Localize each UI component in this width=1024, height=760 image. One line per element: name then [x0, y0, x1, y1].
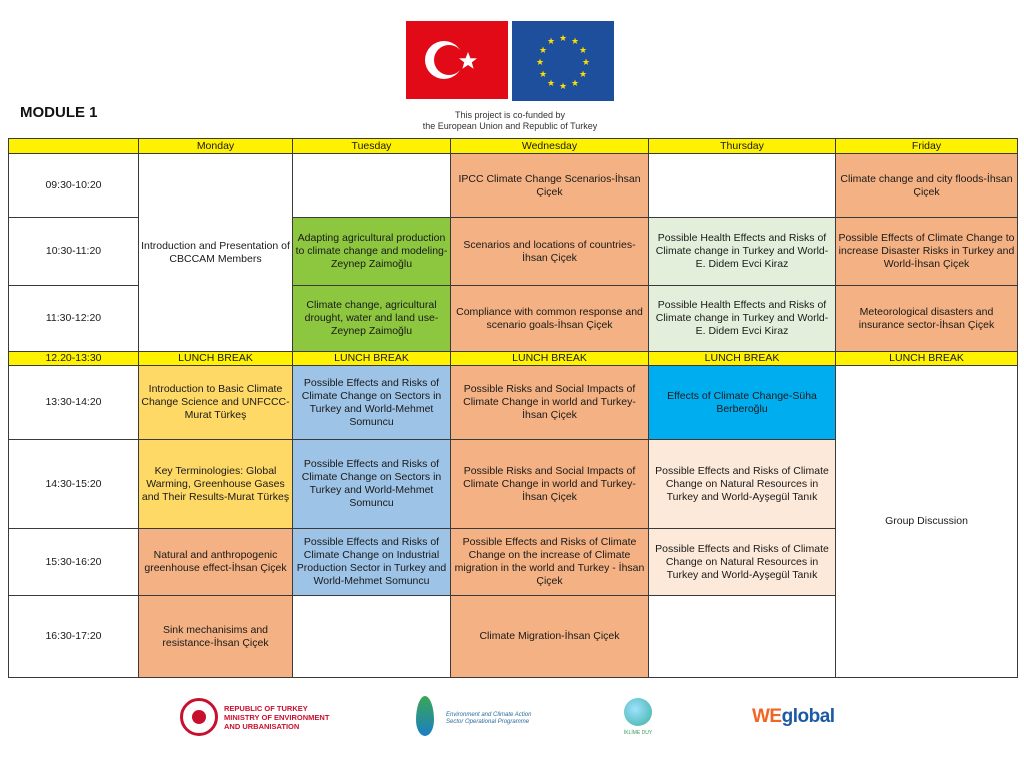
ministry-logo-text — [224, 704, 334, 731]
time-cell: 11:30-12:20 — [9, 286, 139, 352]
weglobal-logo — [752, 706, 835, 730]
ministry-line-1: REPUBLIC OF TURKEY — [224, 704, 308, 713]
weglobal-global: global — [781, 706, 835, 727]
session-cell: Effects of Climate Change-Süha Berberoğlu — [649, 366, 836, 440]
ministry-seal-icon — [180, 698, 218, 736]
eu-flag — [512, 21, 614, 101]
session-cell: Possible Effects and Risks of Climate Change on Sectors in Turkey and World-Mehmet Somuncu — [293, 366, 451, 440]
session-cell: Natural and anthropogenic greenhouse effect-İhsan Çiçek — [139, 529, 293, 596]
ecap-line-2: Sector Operational Programme — [446, 719, 530, 725]
cofund-line-1: This project is co-funded by — [454, 110, 566, 120]
empty-cell — [649, 596, 836, 678]
time-cell: 09:30-10:20 — [9, 154, 139, 218]
session-cell: Possible Effects of Climate Change to increase Disaster Risks in Turkey and World-İhsan Çiçek — [836, 218, 1018, 286]
svg-text:★: ★ — [578, 70, 588, 80]
session-cell: Possible Effects and Risks of Climate Change on Sectors in Turkey and World-Mehmet Somuncu — [293, 440, 451, 529]
cofund-line-2: the European Union and Republic of Turkey — [422, 121, 598, 131]
svg-text:★: ★ — [538, 46, 548, 56]
svg-text:★: ★ — [578, 46, 588, 56]
lunch-break-label: LUNCH BREAK — [836, 352, 1018, 366]
session-cell: Possible Effects and Risks of Climate Change on Industrial Production Sector in Turkey and World-Mehmet Somuncu — [293, 529, 451, 596]
module-title: MODULE 1 — [20, 104, 98, 121]
session-cell: Climate change and city floods-İhsan Çiçek — [836, 154, 1018, 218]
session-cell: Meteorological disasters and insurance sector-İhsan Çiçek — [836, 286, 1018, 352]
cofund-statement — [380, 110, 640, 132]
session-cell: Climate change, agricultural drought, water and land use-Zeynep Zaimoğlu — [293, 286, 451, 352]
session-cell: Scenarios and locations of countries-İhsan Çiçek — [451, 218, 649, 286]
ministry-logo — [180, 692, 330, 744]
svg-text:★: ★ — [570, 37, 580, 47]
ministry-line-2: MINISTRY OF ENVIRONMENT — [224, 713, 330, 722]
day-header-wednesday: Wednesday — [451, 139, 649, 154]
session-cell: Possible Health Effects and Risks of Climate change in Turkey and World-E. Didem Evci Kiraz — [649, 286, 836, 352]
svg-text:★: ★ — [558, 82, 568, 92]
svg-text:★: ★ — [558, 34, 568, 44]
ecap-line-1: Environment and Climate Action — [446, 712, 532, 718]
lunch-break-label: LUNCH BREAK — [293, 352, 451, 366]
lunch-break-label: LUNCH BREAK — [139, 352, 293, 366]
svg-text:★: ★ — [538, 70, 548, 80]
session-cell: Compliance with common response and scenario goals-İhsan Çiçek — [451, 286, 649, 352]
leaf-drop-icon — [416, 696, 434, 736]
empty-cell — [649, 154, 836, 218]
time-cell: 14:30-15:20 — [9, 440, 139, 529]
day-header-row — [9, 139, 1018, 154]
eu-stars-icon — [512, 21, 614, 101]
session-cell: Introduction to Basic Climate Change Science and UNFCCC-Murat Türkeş — [139, 366, 293, 440]
day-header-thursday: Thursday — [649, 139, 836, 154]
time-cell: 10:30-11:20 — [9, 218, 139, 286]
turkey-flag — [406, 21, 508, 99]
globe-icon — [624, 698, 652, 726]
empty-cell — [293, 596, 451, 678]
svg-text:★: ★ — [581, 58, 591, 68]
co-funding-flags — [406, 21, 614, 101]
lunch-row — [9, 352, 1018, 366]
session-cell: Introduction and Presentation of CBCCAM Members — [139, 154, 293, 352]
svg-text:★: ★ — [570, 79, 580, 89]
lunch-break-label: LUNCH BREAK — [451, 352, 649, 366]
ecap-logo-text — [446, 712, 536, 726]
session-cell: Possible Effects and Risks of Climate Change on Natural Resources in Turkey and World-Ayşegül Tanık — [649, 440, 836, 529]
session-cell: Climate Migration-İhsan Çiçek — [451, 596, 649, 678]
iklime-duy-logo — [620, 692, 660, 744]
session-cell: Adapting agricultural production to climate change and modeling-Zeynep Zaimoğlu — [293, 218, 451, 286]
session-cell: Group Discussion — [836, 366, 1018, 678]
session-cell: Possible Risks and Social Impacts of Climate Change in world and Turkey-İhsan Çiçek — [451, 440, 649, 529]
crescent-star-icon — [406, 21, 508, 99]
svg-text:★: ★ — [546, 37, 556, 47]
lunch-break-label: LUNCH BREAK — [649, 352, 836, 366]
session-cell: Key Terminologies: Global Warming, Greenhouse Gases and Their Results-Murat Türkeş — [139, 440, 293, 529]
ministry-line-3: AND URBANISATION — [224, 722, 300, 731]
session-cell: IPCC Climate Change Scenarios-İhsan Çiçek — [451, 154, 649, 218]
svg-text:★: ★ — [535, 58, 545, 68]
schedule-table — [8, 138, 1018, 678]
session-cell: Possible Effects and Risks of Climate Change on Natural Resources in Turkey and World-Ayşegül Tanık — [649, 529, 836, 596]
session-cell: Possible Effects and Risks of Climate Change on the increase of Climate migration in the world and Turkey - İhsan Çiçek — [451, 529, 649, 596]
session-cell: Possible Risks and Social Impacts of Climate Change in world and Turkey-İhsan Çiçek — [451, 366, 649, 440]
day-header-monday: Monday — [139, 139, 293, 154]
ecap-logo — [416, 692, 536, 744]
svg-text:★: ★ — [546, 79, 556, 89]
time-cell: 16:30-17:20 — [9, 596, 139, 678]
iklime-duy-label: İKLİME DUY — [623, 730, 653, 736]
table-row — [9, 154, 1018, 218]
empty-cell — [293, 154, 451, 218]
day-header-friday: Friday — [836, 139, 1018, 154]
time-cell: 15:30-16:20 — [9, 529, 139, 596]
corner-cell — [9, 139, 139, 154]
weglobal-we: WE — [752, 706, 782, 727]
time-cell: 13:30-14:20 — [9, 366, 139, 440]
table-row — [9, 366, 1018, 440]
session-cell: Possible Health Effects and Risks of Climate change in Turkey and World-E. Didem Evci Kiraz — [649, 218, 836, 286]
day-header-tuesday: Tuesday — [293, 139, 451, 154]
session-cell: Sink mechanisims and resistance-İhsan Çiçek — [139, 596, 293, 678]
time-cell: 12.20-13:30 — [9, 352, 139, 366]
